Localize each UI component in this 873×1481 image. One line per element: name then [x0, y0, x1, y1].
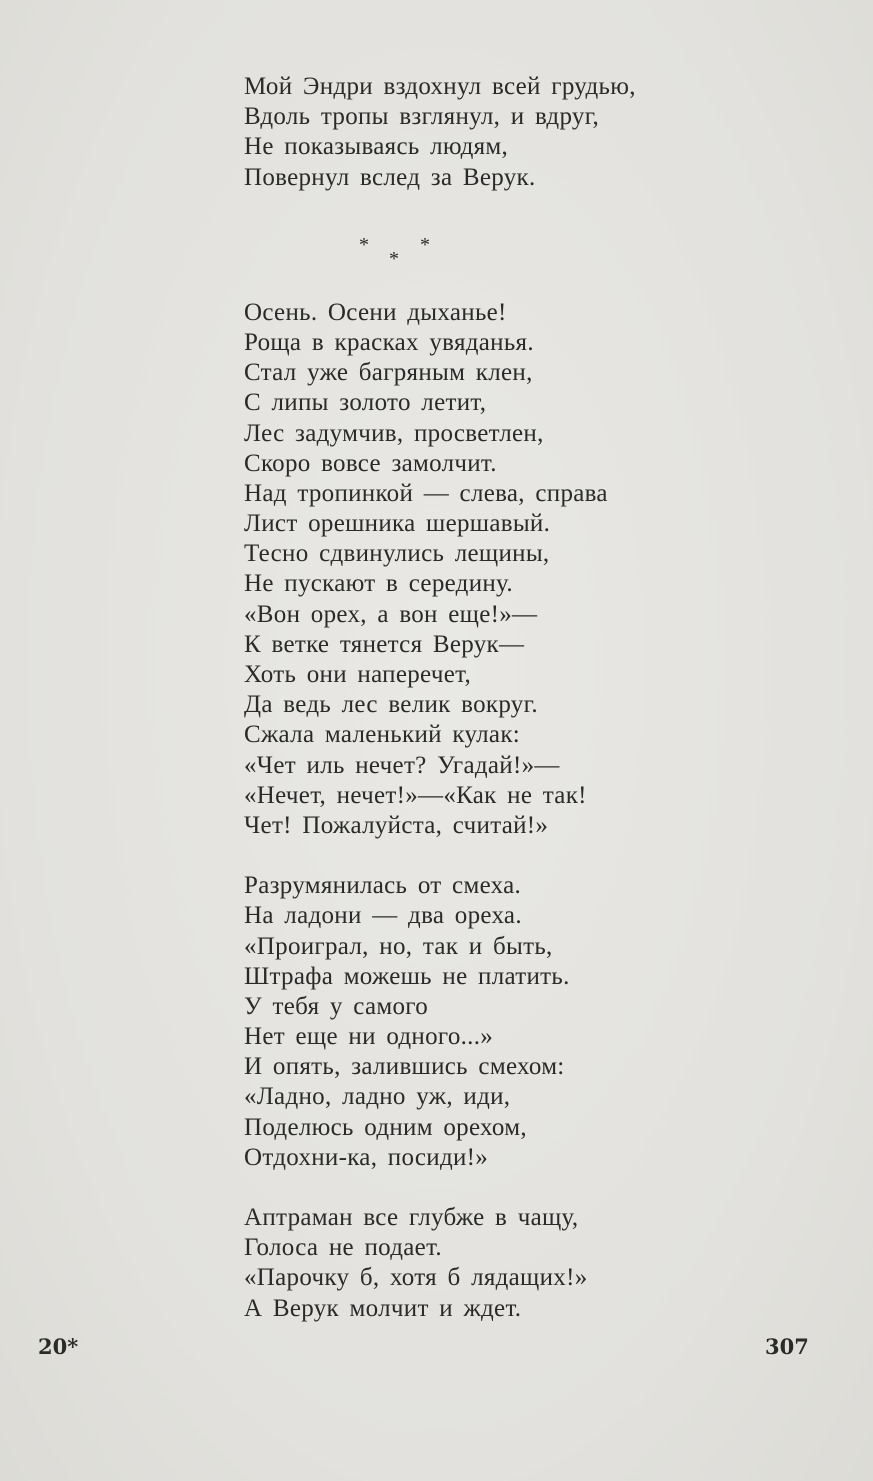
poem-line: У тебя у самого	[244, 992, 429, 1020]
poem-line: Поделюсь одним орехом,	[244, 1113, 527, 1141]
poem-line: А Верук молчит и ждет.	[244, 1294, 522, 1322]
poem-line: «Чет иль нечет? Угадай!»—	[244, 751, 560, 779]
poem-line: Не пускают в середину.	[244, 570, 513, 598]
poem-line: Тесно сдвинулись лещины,	[244, 540, 550, 568]
poem-line: «Проиграл, но, так и быть,	[244, 932, 553, 960]
stanza-1	[244, 72, 804, 193]
poem-line: Осень. Осени дыханье!	[244, 298, 507, 326]
poem-line: Вдоль тропы взглянул, и вдруг,	[244, 103, 600, 131]
poem-line: Разрумянилась от смеха.	[244, 872, 522, 900]
separator-asterisk: *	[420, 233, 430, 256]
stanza-2	[244, 298, 804, 841]
poem-line: «Парочку б, хотя б лядащих!»	[244, 1264, 588, 1292]
poem-line: Над тропинкой — слева, справа	[244, 479, 608, 507]
poem-line: «Нечет, нечет!»—«Как не так!	[244, 781, 587, 809]
poem-line: Да ведь лес велик вокруг.	[244, 691, 538, 719]
poem-line: Не показываясь людям,	[244, 133, 509, 161]
poem-line: Чет! Пожалуйста, считай!»	[244, 811, 549, 839]
poem-line: Хоть они наперечет,	[244, 661, 471, 688]
stanza-gap	[244, 841, 804, 871]
poem-line: Сжала маленький кулак:	[244, 721, 521, 749]
poem-line: Повернул вслед за Верук.	[244, 163, 536, 191]
poem-line: Лес задумчив, просветлен,	[244, 419, 544, 447]
poem-line: Мой Эндри вздохнул всей грудью,	[244, 73, 636, 100]
poem-line: «Ладно, ладно уж, иди,	[244, 1083, 511, 1111]
poem-line: Роща в красках увяданья.	[244, 328, 534, 356]
poem-line: Нет еще ни одного...»	[244, 1023, 494, 1051]
signature-mark: 20*	[38, 1334, 79, 1359]
stanza-4	[244, 1203, 804, 1324]
stanza-gap	[244, 1173, 804, 1203]
section-separator	[244, 193, 804, 298]
poem-line: Стал уже багряным клен,	[244, 359, 533, 387]
poem-line: Голоса не подает.	[244, 1234, 442, 1262]
poem-line: Скоро вовсе замолчит.	[244, 449, 497, 477]
poem-text	[244, 72, 804, 1324]
poem-line: С липы золото летит,	[244, 389, 487, 417]
page-number: 307	[765, 1334, 809, 1359]
poem-line: Лист орешника шершавый.	[244, 510, 551, 538]
poem-line: И опять, залившись смехом:	[244, 1053, 565, 1081]
stanza-3	[244, 871, 804, 1173]
poem-line: Аптраман все глубже в чащу,	[244, 1204, 579, 1231]
separator-asterisk: *	[359, 233, 369, 256]
poem-line: «Вон орех, а вон еще!»—	[244, 600, 538, 628]
poem-line: На ладони — два ореха.	[244, 902, 522, 930]
poem-line: Штрафа можешь не платить.	[244, 962, 570, 990]
poem-line: К ветке тянется Верук—	[244, 630, 525, 658]
poem-line: Отдохни-ка, посиди!»	[244, 1143, 489, 1171]
separator-asterisk: *	[389, 247, 399, 270]
